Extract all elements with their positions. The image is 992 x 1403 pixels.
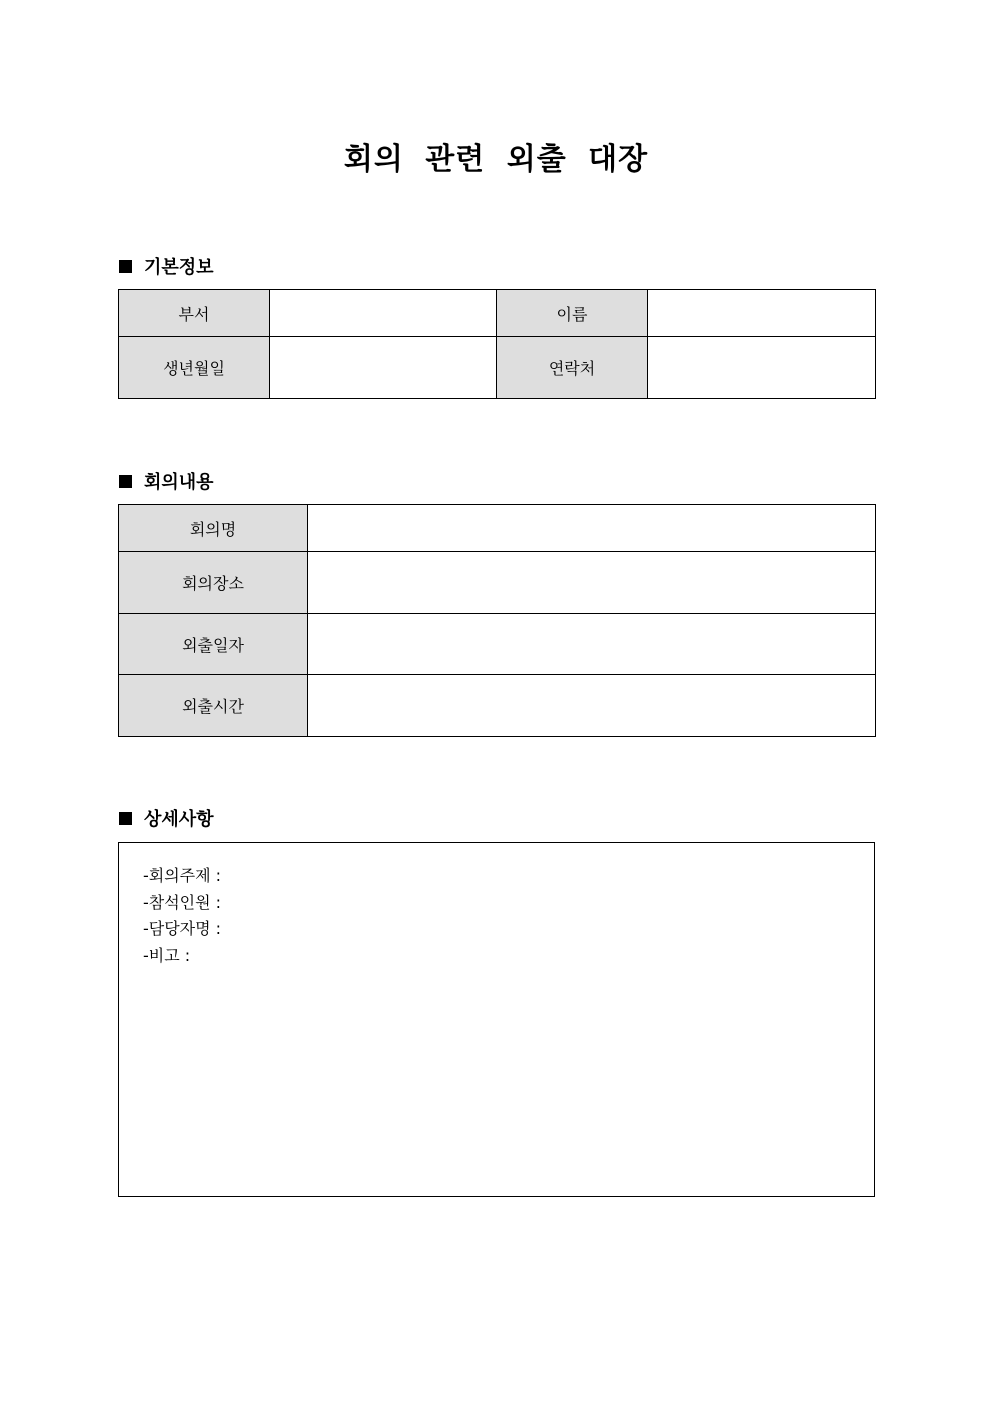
- outing-date-label: 외출일자: [119, 614, 308, 675]
- square-bullet-icon: [119, 812, 132, 825]
- basic-info-table: [118, 289, 876, 399]
- meeting-name-label: 회의명: [119, 505, 308, 552]
- table-row: [119, 552, 876, 614]
- person-in-charge-line: -담당자명 :: [143, 919, 222, 938]
- meeting-place-label: 회의장소: [119, 552, 308, 614]
- attendees-line: -참석인원 :: [143, 892, 222, 912]
- outing-time-label: 외출시간: [119, 675, 308, 737]
- outing-time-field[interactable]: [308, 675, 876, 737]
- outing-date-field[interactable]: [308, 614, 876, 675]
- department-field[interactable]: [270, 290, 497, 337]
- meeting-topic-line: -회의주제 :: [143, 866, 222, 885]
- birthdate-label: 생년월일: [119, 337, 270, 399]
- table-row: [119, 337, 876, 399]
- meeting-content-table: [118, 504, 876, 737]
- name-label: 이름: [497, 290, 648, 337]
- table-row: [119, 290, 876, 337]
- name-field[interactable]: [648, 290, 876, 337]
- table-row: [119, 505, 876, 552]
- square-bullet-icon: [119, 475, 132, 488]
- meeting-place-field[interactable]: [308, 552, 876, 614]
- square-bullet-icon: [119, 260, 132, 273]
- section-heading-label: 기본정보: [144, 257, 214, 278]
- meeting-name-field[interactable]: [308, 505, 876, 552]
- details-list: [143, 863, 221, 969]
- details-box[interactable]: [118, 842, 875, 1197]
- page-title: 회의 관련 외출 대장: [343, 142, 649, 177]
- section-heading-details: [119, 805, 214, 831]
- section-heading-basic-info: [119, 253, 214, 279]
- contact-field[interactable]: [648, 337, 876, 399]
- birthdate-field[interactable]: [270, 337, 497, 399]
- table-row: [119, 675, 876, 737]
- remarks-line: -비고 :: [143, 945, 191, 965]
- section-heading-meeting-content: [119, 468, 214, 494]
- section-heading-label: 회의내용: [144, 472, 214, 493]
- department-label: 부서: [119, 290, 270, 337]
- contact-label: 연락처: [497, 337, 648, 399]
- table-row: [119, 614, 876, 675]
- section-heading-label: 상세사항: [144, 809, 214, 830]
